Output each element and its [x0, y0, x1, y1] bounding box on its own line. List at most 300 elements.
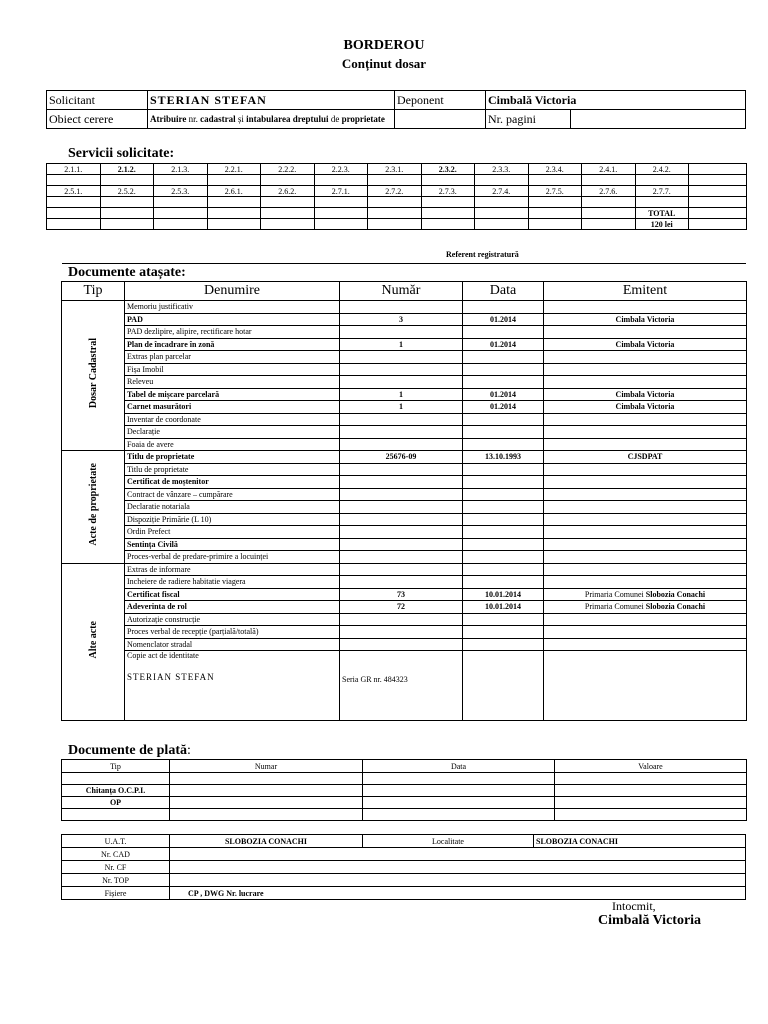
- servicii-blank-cell[interactable]: [368, 197, 422, 208]
- obiect-part: nr.: [188, 114, 198, 124]
- uat-value: SLOBOZIA CONACHI: [170, 835, 363, 848]
- documente-data: [463, 363, 544, 376]
- documente-row: [62, 376, 747, 389]
- documente-row: [62, 563, 747, 576]
- documente-data: 01.2014: [463, 401, 544, 414]
- documente-emitent-name: CJSDPAT: [627, 452, 663, 462]
- documente-group-label: Acte de proprietate: [87, 462, 99, 546]
- documente-emitent: [544, 363, 747, 376]
- documente-denumire: Ordin Prefect: [125, 526, 340, 539]
- servicii-blank-cell[interactable]: [582, 175, 636, 186]
- documente-header-cell: Data: [463, 282, 544, 301]
- documente-data: [463, 526, 544, 539]
- documente-emitent-name: Cimbala Victoria: [615, 339, 675, 349]
- plata-header-row: [62, 760, 747, 773]
- documente-data: [463, 351, 544, 364]
- nr-cad-value[interactable]: [170, 848, 746, 861]
- servicii-blank-cell: [207, 219, 261, 230]
- documente-emitent: [544, 301, 747, 314]
- intocmit-label: Intocmit,: [612, 899, 656, 913]
- documente-denumire: Inventar de coordonate: [125, 413, 340, 426]
- servicii-blank-cell[interactable]: [100, 197, 154, 208]
- documente-numar: [340, 501, 463, 514]
- servicii-blank-cell: [154, 208, 208, 219]
- plata-header-cell: Numar: [170, 760, 363, 773]
- servicii-blank-cell[interactable]: [635, 197, 689, 208]
- servicii-total-row: [47, 208, 747, 219]
- documente-data: 13.10.1993: [463, 451, 544, 464]
- documente-numar: 1: [340, 401, 463, 414]
- documente-numar: [340, 363, 463, 376]
- documente-denumire: [125, 651, 340, 721]
- servicii-blank-cell: [421, 219, 475, 230]
- documente-emitent: [544, 313, 747, 326]
- servicii-code: 2.7.6.: [582, 186, 636, 197]
- documente-denumire: Declarație: [125, 426, 340, 439]
- identity-doc-emitent: [544, 651, 747, 721]
- obiect-part: de: [330, 114, 340, 124]
- documente-group-cell: [62, 301, 125, 451]
- servicii-code: 2.6.2.: [261, 186, 315, 197]
- documente-denumire: Adeverinta de rol: [125, 601, 340, 614]
- servicii-blank-cell: [314, 219, 368, 230]
- documente-numar: [340, 376, 463, 389]
- documente-data: [463, 488, 544, 501]
- servicii-blank-cell: [100, 219, 154, 230]
- fisiere-label: Fișiere: [62, 887, 170, 900]
- documente-denumire: Certificat fiscal: [125, 588, 340, 601]
- nr-top-value[interactable]: [170, 874, 746, 887]
- documente-data: [463, 551, 544, 564]
- documente-data: [463, 501, 544, 514]
- servicii-code: 2.7.3.: [421, 186, 475, 197]
- servicii-blank-cell[interactable]: [475, 175, 529, 186]
- plata-header-cell: Tip: [62, 760, 170, 773]
- servicii-code: 2.7.5.: [528, 186, 582, 197]
- documente-emitent: [544, 463, 747, 476]
- servicii-blank-cell[interactable]: [314, 175, 368, 186]
- obiect-part: Atribuire: [150, 114, 187, 124]
- documente-row: [62, 451, 747, 464]
- documente-row: [62, 413, 747, 426]
- documente-header-cell: Număr: [340, 282, 463, 301]
- servicii-code: 2.6.1.: [207, 186, 261, 197]
- servicii-blank-cell[interactable]: [582, 197, 636, 208]
- documente-denumire: Extras plan parcelar: [125, 351, 340, 364]
- documente-numar: 73: [340, 588, 463, 601]
- documente-emitent: [544, 551, 747, 564]
- documente-row: [62, 601, 747, 614]
- documente-row: [62, 388, 747, 401]
- servicii-code: 2.3.4.: [528, 164, 582, 175]
- documente-emitent: [544, 413, 747, 426]
- documente-emitent: [544, 351, 747, 364]
- servicii-code: 2.4.2.: [635, 164, 689, 175]
- plata-row: [62, 797, 747, 809]
- obiect-value: [148, 110, 395, 129]
- plata-header-cell: Data: [363, 760, 555, 773]
- plata-header-cell: Valoare: [555, 760, 747, 773]
- documente-data: [463, 301, 544, 314]
- documente-emitent-name: Cimbala Victoria: [615, 402, 675, 412]
- servicii-blank-cell: [475, 208, 529, 219]
- documente-denumire: Carnet masurători: [125, 401, 340, 414]
- documente-numar: 3: [340, 313, 463, 326]
- documente-emitent-name: Cimbala Victoria: [615, 389, 675, 399]
- documente-row: [62, 551, 747, 564]
- servicii-empty-cell: [689, 164, 747, 175]
- plata-tip: [62, 809, 170, 821]
- documente-denumire: Sentința Civilă: [125, 538, 340, 551]
- documente-denumire: Fișa Imobil: [125, 363, 340, 376]
- documente-denumire: Incheiere de radiere habitatie viagera: [125, 576, 340, 589]
- documente-numar: [340, 351, 463, 364]
- servicii-empty-cell: [689, 186, 747, 197]
- servicii-code: 2.5.1.: [47, 186, 101, 197]
- documente-row: [62, 401, 747, 414]
- obiect-part: și: [237, 114, 244, 124]
- servicii-blank-cell[interactable]: [421, 197, 475, 208]
- documente-numar: 1: [340, 388, 463, 401]
- documente-numar: [340, 326, 463, 339]
- servicii-code: 2.7.1.: [314, 186, 368, 197]
- documente-data: 01.2014: [463, 313, 544, 326]
- documente-emitent: [544, 513, 747, 526]
- intocmit-name: Cimbală Victoria: [598, 913, 702, 928]
- documente-data: 10.01.2014: [463, 601, 544, 614]
- servicii-code: 2.5.3.: [154, 186, 208, 197]
- documente-emitent-name: Slobozia Conachi: [645, 602, 706, 612]
- documente-numar: [340, 438, 463, 451]
- documente-denumire: Memoriu justificativ: [125, 301, 340, 314]
- documente-numar: [340, 551, 463, 564]
- obiect-part: cadastral: [200, 114, 236, 124]
- servicii-blank-cell: [261, 208, 315, 219]
- uat-label: U.A.T.: [62, 835, 170, 848]
- documente-denumire: PAD dezlipire, alipire, rectificare hotar: [125, 326, 340, 339]
- plata-tip: Chitanța O.C.P.I.: [62, 785, 170, 797]
- servicii-blank-cell: [528, 208, 582, 219]
- documente-numar: [340, 301, 463, 314]
- document-title: BORDEROU: [343, 38, 425, 53]
- plata-cell[interactable]: [363, 773, 555, 785]
- documente-emitent-name: Cimbala Victoria: [615, 314, 675, 324]
- servicii-blank-cell[interactable]: [421, 175, 475, 186]
- servicii-code: 2.3.2.: [421, 164, 475, 175]
- documente-row: [62, 638, 747, 651]
- documente-numar: [340, 613, 463, 626]
- servicii-blank-cell[interactable]: [100, 175, 154, 186]
- obiect-part: intabularea dreptului: [246, 114, 329, 124]
- total-label: TOTAL: [635, 208, 689, 219]
- plata-cell[interactable]: [170, 809, 363, 821]
- documente-emitent: [544, 338, 747, 351]
- plata-tip: [62, 773, 170, 785]
- documente-denumire: Dispoziție Primărie (L 10): [125, 513, 340, 526]
- pagini-label: Nr. pagini: [486, 110, 571, 129]
- servicii-blank-cell[interactable]: [689, 197, 747, 208]
- documente-denumire: Certificat de moștenitor: [125, 476, 340, 489]
- documente-emitent: [544, 501, 747, 514]
- plata-cell[interactable]: [363, 797, 555, 809]
- plata-row: [62, 773, 747, 785]
- documente-denumire: Titlu de proprietate: [125, 451, 340, 464]
- documente-row: [62, 438, 747, 451]
- servicii-blank-cell[interactable]: [261, 175, 315, 186]
- documente-header-row: [62, 282, 747, 301]
- documente-data: [463, 413, 544, 426]
- documente-numar: [340, 426, 463, 439]
- documente-data: [463, 513, 544, 526]
- documente-numar: [340, 626, 463, 639]
- obiect-label: Obiect cerere: [47, 110, 148, 129]
- documente-denumire: Titlu de proprietate: [125, 463, 340, 476]
- plata-tip: OP: [62, 797, 170, 809]
- deponent-value: Cimbală Victoria: [486, 91, 746, 110]
- documente-emitent: [544, 401, 747, 414]
- servicii-code: 2.2.2.: [261, 164, 315, 175]
- nr-cf-value[interactable]: [170, 861, 746, 874]
- servicii-blank-cell: [314, 208, 368, 219]
- uat-table: [61, 834, 746, 900]
- documente-emitent: [544, 438, 747, 451]
- total-value: 120 lei: [635, 219, 689, 230]
- documente-emitent: [544, 588, 747, 601]
- documente-row: [62, 338, 747, 351]
- documente-data: [463, 626, 544, 639]
- documente-group-cell: [62, 451, 125, 564]
- nr-cad-label: Nr. CAD: [62, 848, 170, 861]
- documente-data: 10.01.2014: [463, 588, 544, 601]
- servicii-blank-cell: [689, 219, 747, 230]
- servicii-blank-cell[interactable]: [154, 175, 208, 186]
- documente-row: [62, 626, 747, 639]
- documente-data: [463, 426, 544, 439]
- plata-title-suffix: :: [187, 743, 191, 758]
- documente-data: [463, 463, 544, 476]
- documente-emitent: [544, 563, 747, 576]
- servicii-blank-cell: [368, 208, 422, 219]
- documente-row: [62, 501, 747, 514]
- servicii-blank-cell[interactable]: [47, 197, 101, 208]
- servicii-blank-cell: [100, 208, 154, 219]
- identity-doc-date: [463, 651, 544, 721]
- servicii-blank-cell[interactable]: [154, 197, 208, 208]
- documente-row: [62, 476, 747, 489]
- applicant-table: [46, 90, 746, 129]
- documente-denumire: Declaratie notariala: [125, 501, 340, 514]
- plata-table: [61, 759, 747, 821]
- documente-table: [61, 281, 747, 721]
- servicii-code: 2.7.7.: [635, 186, 689, 197]
- plata-cell[interactable]: [170, 797, 363, 809]
- servicii-blank-cell: [475, 219, 529, 230]
- documente-title: Documente atașate:: [68, 265, 186, 280]
- documente-denumire: Proces-verbal de predare-primire a locuinței: [125, 551, 340, 564]
- plata-row: [62, 785, 747, 797]
- documente-row: [62, 576, 747, 589]
- documente-denumire: Foaia de avere: [125, 438, 340, 451]
- documente-denumire: PAD: [125, 313, 340, 326]
- servicii-blank-cell: [261, 219, 315, 230]
- documente-emitent: [544, 526, 747, 539]
- documente-group-label: Alte acte: [87, 620, 99, 658]
- documente-numar: [340, 488, 463, 501]
- servicii-blank-cell: [47, 208, 101, 219]
- documente-denumire: Releveu: [125, 376, 340, 389]
- documente-row: [62, 526, 747, 539]
- servicii-blank-cell[interactable]: [689, 175, 747, 186]
- servicii-total-value-row: [47, 219, 747, 230]
- plata-cell[interactable]: [555, 797, 747, 809]
- servicii-code: 2.1.3.: [154, 164, 208, 175]
- servicii-blank-cell: [207, 208, 261, 219]
- plata-title-text: Documente de plată: [68, 743, 187, 758]
- documente-row: [62, 351, 747, 364]
- servicii-code: 2.2.1.: [207, 164, 261, 175]
- documente-emitent: [544, 451, 747, 464]
- documente-emitent: [544, 576, 747, 589]
- documente-row: [62, 538, 747, 551]
- servicii-blank-cell[interactable]: [47, 175, 101, 186]
- documente-emitent-prefix: Primaria Comunei: [584, 589, 644, 599]
- documente-numar: 25676-09: [340, 451, 463, 464]
- servicii-table: [46, 163, 747, 230]
- documente-emitent: [544, 613, 747, 626]
- documente-data: [463, 538, 544, 551]
- documente-data: 01.2014: [463, 338, 544, 351]
- identity-doc-number: Seria GR nr. 484323: [340, 651, 463, 721]
- servicii-code: 2.3.3.: [475, 164, 529, 175]
- documente-data: [463, 576, 544, 589]
- documente-group-label: Dosar Cadastral: [87, 337, 99, 409]
- servicii-blank-row: [47, 175, 747, 186]
- documente-numar: 1: [340, 338, 463, 351]
- documente-row: [62, 513, 747, 526]
- documente-data: [463, 638, 544, 651]
- solicitant-value: STERIAN STEFAN: [148, 91, 395, 110]
- documente-denumire: Tabel de mișcare parcelară: [125, 388, 340, 401]
- documente-numar: [340, 538, 463, 551]
- localitate-value: SLOBOZIA CONACHI: [534, 835, 746, 848]
- plata-cell[interactable]: [363, 809, 555, 821]
- servicii-code: 2.7.4.: [475, 186, 529, 197]
- plata-title: [68, 743, 191, 759]
- servicii-blank-cell[interactable]: [314, 197, 368, 208]
- servicii-code: 2.4.1.: [582, 164, 636, 175]
- servicii-code: 2.1.1.: [47, 164, 101, 175]
- documente-data: [463, 563, 544, 576]
- servicii-blank-cell: [368, 219, 422, 230]
- documente-row: [62, 363, 747, 376]
- servicii-blank-cell[interactable]: [207, 175, 261, 186]
- documente-data: [463, 438, 544, 451]
- documente-numar: [340, 638, 463, 651]
- documente-group-cell: [62, 563, 125, 721]
- servicii-code: 2.3.1.: [368, 164, 422, 175]
- plata-cell[interactable]: [170, 785, 363, 797]
- separator-line: [62, 263, 746, 264]
- plata-cell[interactable]: [170, 773, 363, 785]
- documente-emitent: [544, 638, 747, 651]
- servicii-blank-cell[interactable]: [368, 175, 422, 186]
- servicii-blank-cell[interactable]: [475, 197, 529, 208]
- servicii-blank-cell: [421, 208, 475, 219]
- servicii-blank-cell: [582, 208, 636, 219]
- documente-row: [62, 488, 747, 501]
- documente-emitent-name: Slobozia Conachi: [645, 589, 706, 599]
- servicii-blank-cell[interactable]: [528, 197, 582, 208]
- localitate-label: Localitate: [363, 835, 534, 848]
- documente-denumire: Nomenclator stradal: [125, 638, 340, 651]
- documente-header-cell: Denumire: [125, 282, 340, 301]
- documente-data: [463, 476, 544, 489]
- documente-row: [62, 426, 747, 439]
- documente-header-cell: Tip: [62, 282, 125, 301]
- documente-numar: [340, 413, 463, 426]
- documente-numar: [340, 526, 463, 539]
- documente-emitent: [544, 476, 747, 489]
- documente-data: 01.2014: [463, 388, 544, 401]
- documente-numar: [340, 463, 463, 476]
- documente-row: [62, 463, 747, 476]
- documente-row: [62, 613, 747, 626]
- documente-emitent-prefix: Primaria Comunei: [584, 602, 644, 612]
- documente-row: [62, 313, 747, 326]
- servicii-code: 2.2.3.: [314, 164, 368, 175]
- solicitant-label: Solicitant: [47, 91, 148, 110]
- servicii-blank-cell: [689, 208, 747, 219]
- identity-doc-label: Copie act de identitate: [127, 651, 199, 660]
- servicii-blank-cell[interactable]: [635, 175, 689, 186]
- documente-emitent: [544, 601, 747, 614]
- documente-data: [463, 326, 544, 339]
- documente-row: [62, 326, 747, 339]
- plata-cell[interactable]: [555, 773, 747, 785]
- servicii-blank-cell[interactable]: [261, 197, 315, 208]
- documente-emitent: [544, 388, 747, 401]
- document-subtitle: Conținut dosar: [341, 56, 427, 71]
- nr-top-label: Nr. TOP: [62, 874, 170, 887]
- documente-denumire: Extras de informare: [125, 563, 340, 576]
- servicii-title: Servicii solicitate:: [68, 146, 175, 161]
- plata-row: [62, 809, 747, 821]
- documente-denumire: Contract de vânzare – cumpărare: [125, 488, 340, 501]
- servicii-blank-row: [47, 197, 747, 208]
- servicii-blank-cell[interactable]: [528, 175, 582, 186]
- documente-denumire: Plan de încadrare în zonă: [125, 338, 340, 351]
- servicii-blank-cell: [582, 219, 636, 230]
- documente-data: [463, 613, 544, 626]
- plata-cell[interactable]: [555, 809, 747, 821]
- plata-cell[interactable]: [555, 785, 747, 797]
- servicii-blank-cell: [154, 219, 208, 230]
- documente-numar: [340, 576, 463, 589]
- documente-denumire: Proces verbal de recepție (parțială/totală): [125, 626, 340, 639]
- documente-denumire: Autorizație construcție: [125, 613, 340, 626]
- referent-label: Referent registratură: [446, 250, 519, 259]
- nr-cf-label: Nr. CF: [62, 861, 170, 874]
- obiect-part: proprietate: [341, 114, 385, 124]
- servicii-blank-cell[interactable]: [207, 197, 261, 208]
- documente-emitent: [544, 326, 747, 339]
- documente-row: [62, 588, 747, 601]
- plata-cell[interactable]: [363, 785, 555, 797]
- documente-numar: [340, 563, 463, 576]
- pagini-value[interactable]: [571, 110, 746, 129]
- servicii-blank-cell: [47, 219, 101, 230]
- servicii-code-row: [47, 164, 747, 175]
